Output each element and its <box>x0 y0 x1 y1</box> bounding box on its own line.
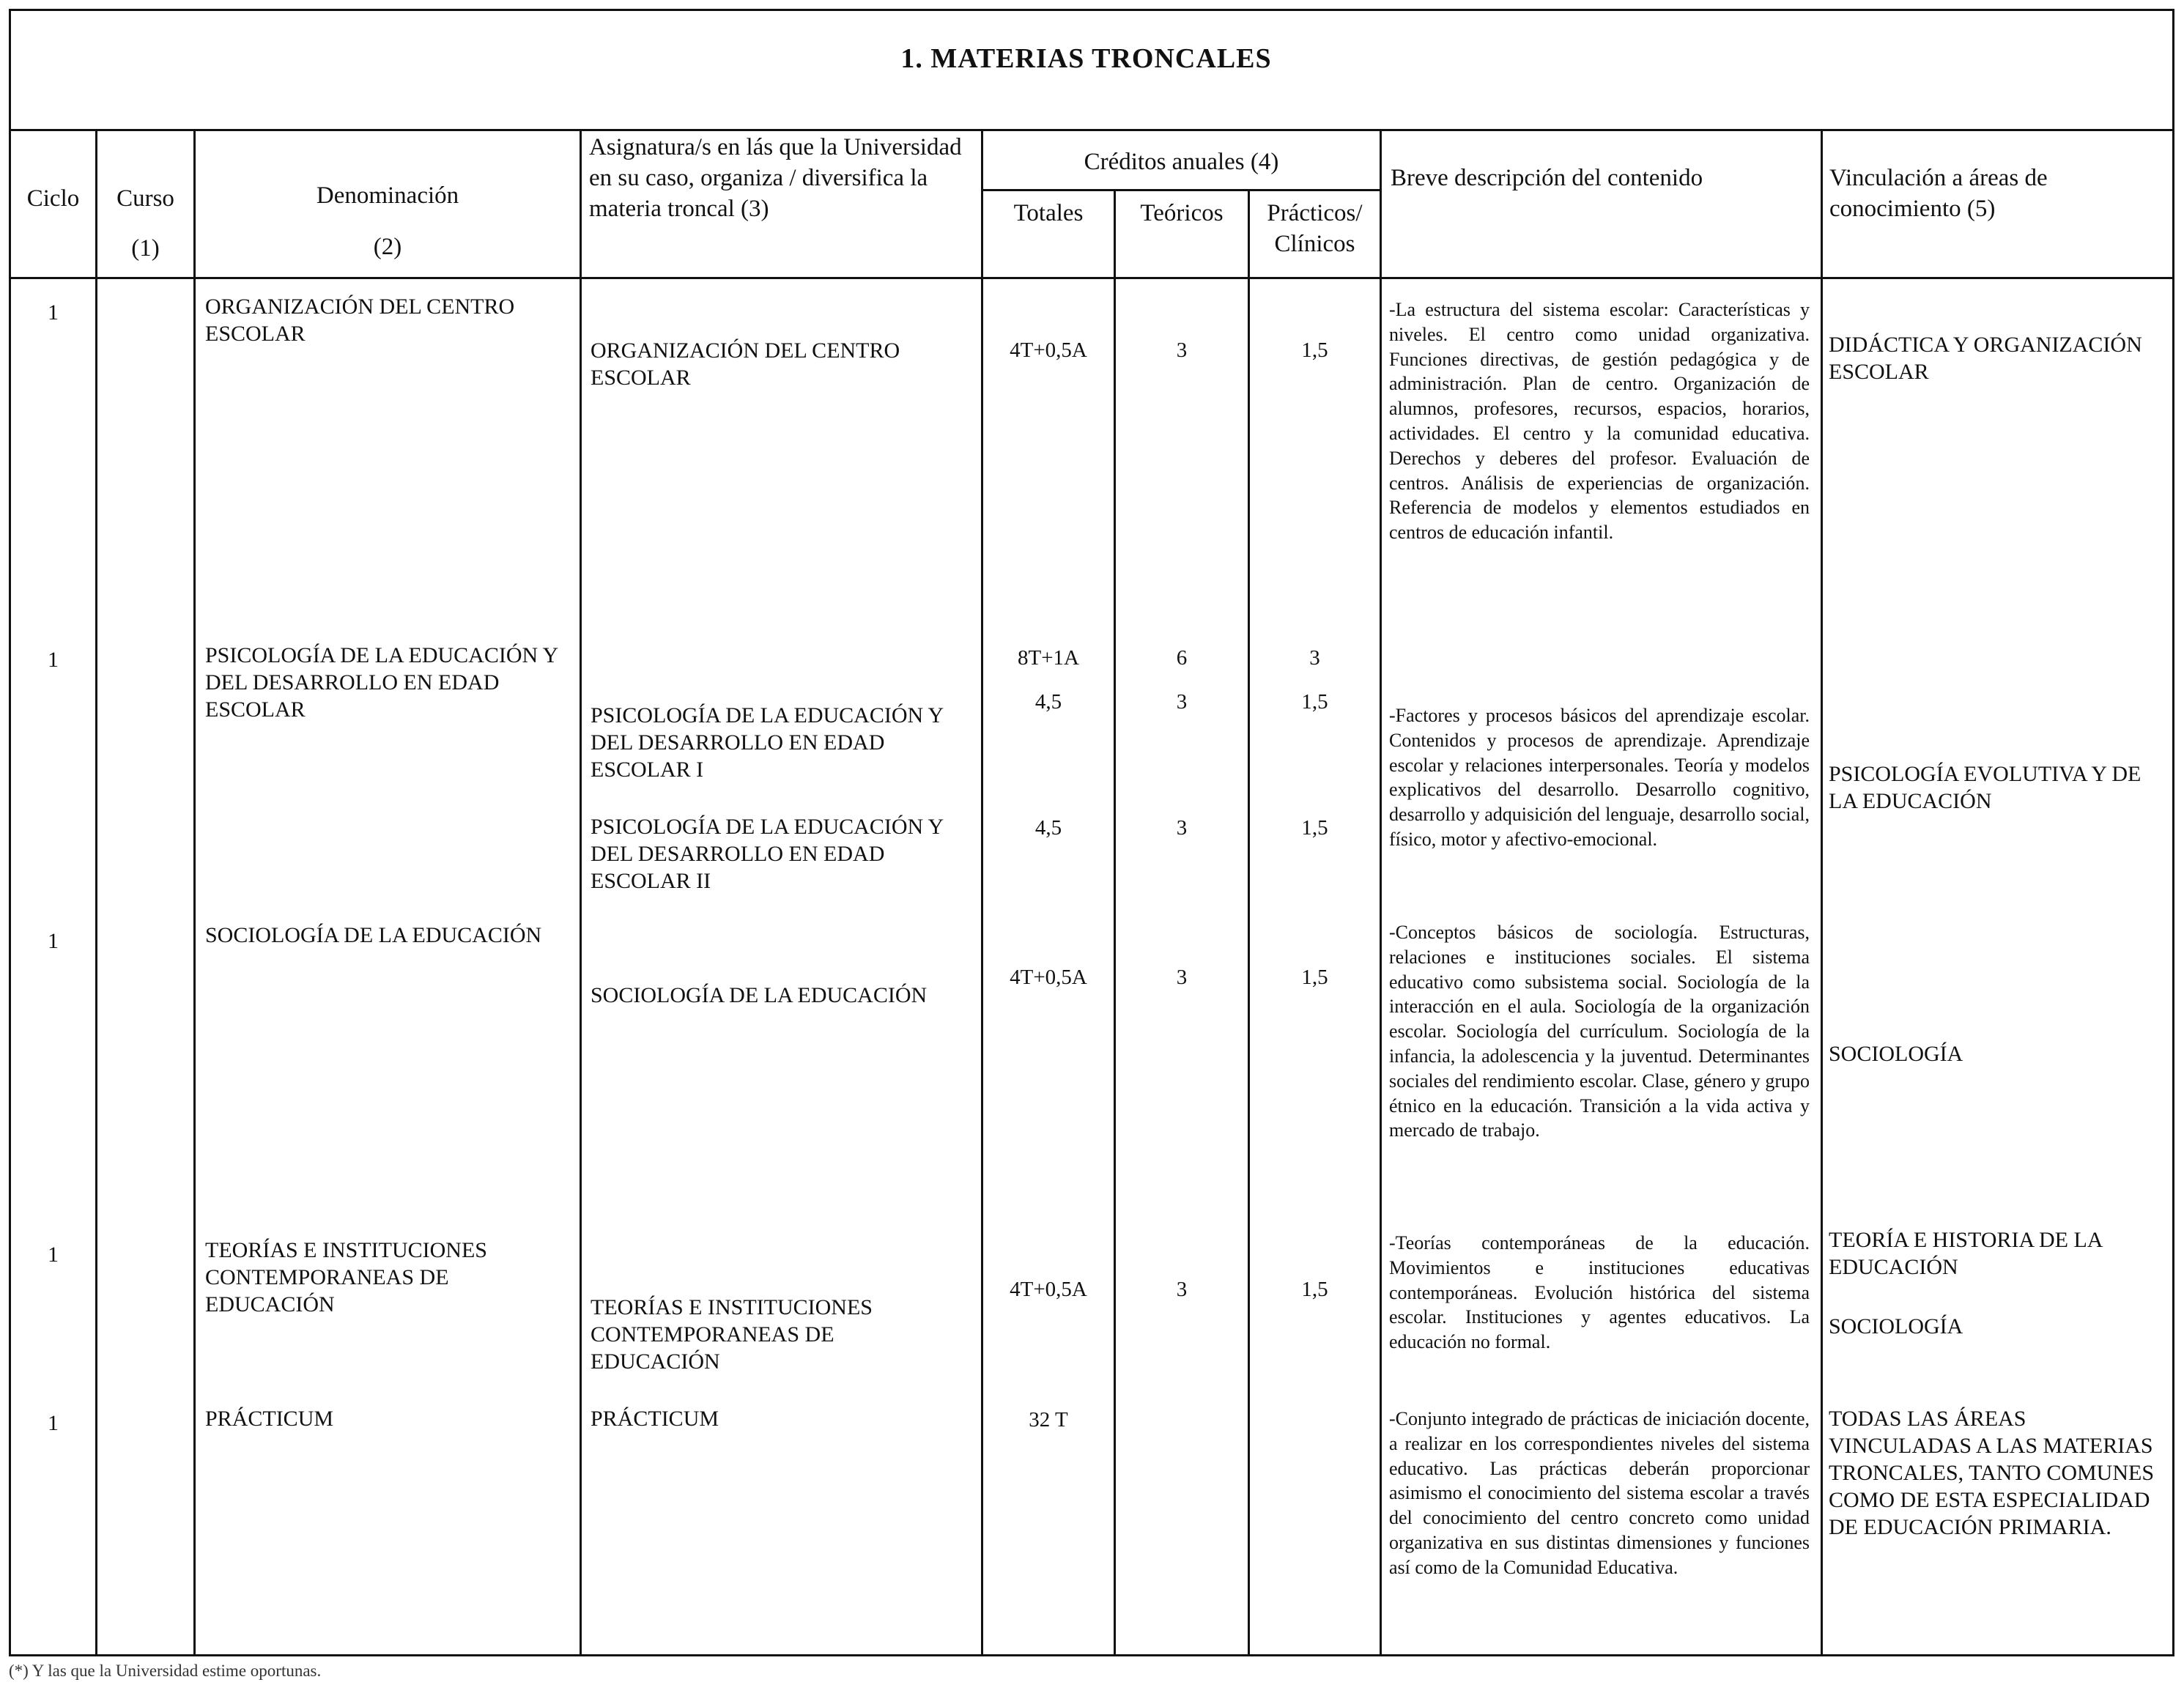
cell-descripcion: -Factores y procesos básicos del aprendizaje escolar. Contenidos y procesos de aprendizaje. Aprendizaje escolar y relaciones interpersonales. Teoría y modelos explicativos del desarrollo. Desarrollo cognitivo, desarrollo y adquisición del lenguaje, desarrollo social, físico, motor y afectivo-emocional. <box>1389 705 1810 850</box>
header-practicos: Prácticos/ Clínicos <box>1267 200 1363 257</box>
cell-vinculacion: DIDÁCTICA Y ORGANIZACIÓN ESCOLAR <box>1829 333 2142 384</box>
border-header-bottom <box>9 277 2174 279</box>
cell-ciclo: 1 <box>48 1243 59 1267</box>
cell-practicos: 1,5 <box>1301 966 1328 989</box>
cell-denominacion: ORGANIZACIÓN DEL CENTRO ESCOLAR <box>205 295 515 346</box>
cell-ciclo: 1 <box>48 300 59 325</box>
cell-teoricos: 6 <box>1176 646 1188 670</box>
cell-vinculacion: TODAS LAS ÁREAS VINCULADAS A LAS MATERIAS TRONCALES, TANTO COMUNES COMO DE ESTA ESPECIALIDAD DE EDUCACIÓN PRIMARIA. <box>1829 1407 2155 1539</box>
header-teoricos: Teóricos <box>1140 200 1224 226</box>
col-rule <box>1821 129 1823 1656</box>
header-creditos: Créditos anuales (4) <box>1084 149 1279 175</box>
cell-practicos: 1,5 <box>1301 1278 1328 1301</box>
cell-denominacion: TEORÍAS E INSTITUCIONES CONTEMPORANEAS DE EDUCACIÓN <box>205 1238 487 1316</box>
cell-teoricos: 3 <box>1176 338 1188 362</box>
header-denominacion-note: (2) <box>373 234 402 260</box>
header-descripcion: Breve descripción del contenido <box>1391 165 1703 191</box>
cell-descripcion: -Conjunto integrado de prácticas de iniciación docente, a realizar en los correspondientes niveles del sistema educativo. Las prácticas deberán proporcionar asimismo el conocimiento del sistema escolar a través del conocimiento del centro concreto como unidad organizativa en sus distintas dimensiones y funciones así como de la Comunidad Educativa. <box>1389 1408 1810 1578</box>
col-rule <box>95 129 97 1656</box>
header-curso-note: (1) <box>131 235 160 262</box>
header-denominacion: Denominación <box>316 182 459 209</box>
cell-totales: 32 T <box>1029 1408 1068 1432</box>
col-rule <box>1380 129 1382 1656</box>
cell-asignatura: PSICOLOGÍA DE LA EDUCACIÓN Y DEL DESARROLLO EN EDAD ESCOLAR I <box>591 703 944 782</box>
footnote: (*) Y las que la Universidad estime oportunas. <box>9 1662 322 1680</box>
cell-totales: 4T+0,5A <box>1010 338 1087 362</box>
border-right <box>2172 9 2174 1656</box>
cell-practicos: 1,5 <box>1301 338 1328 362</box>
cell-descripcion: -Teorías contemporáneas de la educación. Movimientos e instituciones educativas contemporáneas. Evolución histórica del sistema escolar. Instituciones y agentes educativos. La educación no formal. <box>1389 1232 1810 1353</box>
cell-totales: 8T+1A <box>1017 646 1079 670</box>
cell-practicos: 3 <box>1309 646 1320 670</box>
cell-teoricos: 3 <box>1176 966 1188 989</box>
header-vinculacion: Vinculación a áreas de conocimiento (5) <box>1829 165 2048 222</box>
cell-teoricos: 3 <box>1176 816 1188 840</box>
border-title-bottom <box>9 129 2174 131</box>
border-credit-split <box>981 189 1380 191</box>
page-title: 1. MATERIAS TRONCALES <box>900 43 1272 74</box>
border-top <box>9 9 2174 11</box>
cell-practicos: 1,5 <box>1301 816 1328 840</box>
cell-denominacion: PSICOLOGÍA DE LA EDUCACIÓN Y DEL DESARROLLO EN EDAD ESCOLAR <box>205 643 558 722</box>
col-rule <box>193 129 196 1656</box>
cell-vinculacion-secondary: SOCIOLOGÍA <box>1829 1314 1963 1338</box>
cell-vinculacion: PSICOLOGÍA EVOLUTIVA Y DE LA EDUCACIÓN <box>1829 762 2142 813</box>
cell-asignatura: ORGANIZACIÓN DEL CENTRO ESCOLAR <box>591 338 900 390</box>
header-asignatura: Asignatura/s en lás que la Universidad en su caso, organiza / diversifica la materia troncal (3) <box>589 134 962 222</box>
cell-asignatura: PSICOLOGÍA DE LA EDUCACIÓN Y DEL DESARROLLO EN EDAD ESCOLAR II <box>591 815 944 893</box>
cell-totales: 4T+0,5A <box>1010 966 1087 989</box>
cell-denominacion: SOCIOLOGÍA DE LA EDUCACIÓN <box>205 923 542 947</box>
cell-vinculacion: TEORÍA E HISTORIA DE LA EDUCACIÓN <box>1829 1228 2102 1279</box>
cell-totales: 4,5 <box>1034 816 1062 840</box>
col-rule <box>1248 189 1250 1656</box>
cell-teoricos: 3 <box>1176 1278 1188 1301</box>
col-rule <box>580 129 582 1656</box>
cell-asignatura: PRÁCTICUM <box>591 1407 719 1431</box>
cell-teoricos: 3 <box>1176 690 1188 714</box>
cell-ciclo: 1 <box>48 929 59 953</box>
header-curso: Curso <box>116 185 174 212</box>
cell-denominacion: PRÁCTICUM <box>205 1407 334 1431</box>
col-rule <box>1114 189 1116 1656</box>
cell-descripcion: -La estructura del sistema escolar: Características y niveles. El centro como unidad organizativa. Funciones directivas, de gestión pedagógica y de administración. Plan de centro. Organización de alumnos, profesores, recursos, espacios, horarios, actividades. El centro y la comunidad educativa. Derechos y deberes del profesor. Evaluación de centros. Análisis de experiencias de organización. Referencia de modelos y elementos estudiados en centros de educación infantil. <box>1389 299 1810 544</box>
cell-vinculacion: SOCIOLOGÍA <box>1829 1042 1963 1066</box>
cell-practicos: 1,5 <box>1301 690 1328 714</box>
cell-totales: 4T+0,5A <box>1010 1278 1087 1301</box>
header-ciclo: Ciclo <box>26 185 80 212</box>
cell-totales: 4,5 <box>1034 690 1062 714</box>
cell-asignatura: TEORÍAS E INSTITUCIONES CONTEMPORANEAS DE EDUCACIÓN <box>591 1295 873 1374</box>
header-totales: Totales <box>1013 200 1084 226</box>
border-bottom <box>9 1654 2174 1656</box>
cell-descripcion: -Conceptos básicos de sociología. Estructuras, relaciones e instituciones sociales. El sistema educativo como subsistema social. Sociología de la interacción en el aula. Sociología de la organización escolar. Sociología del currículum. Sociología de la infancia, la adolescencia y la juventud. Determinantes sociales del rendimiento escolar. Clase, género y grupo étnico en la educación. Transición a la vida activa y mercado de trabajo. <box>1389 922 1810 1141</box>
cell-asignatura: SOCIOLOGÍA DE LA EDUCACIÓN <box>591 983 928 1007</box>
cell-ciclo: 1 <box>48 648 59 672</box>
cell-ciclo: 1 <box>48 1411 59 1435</box>
